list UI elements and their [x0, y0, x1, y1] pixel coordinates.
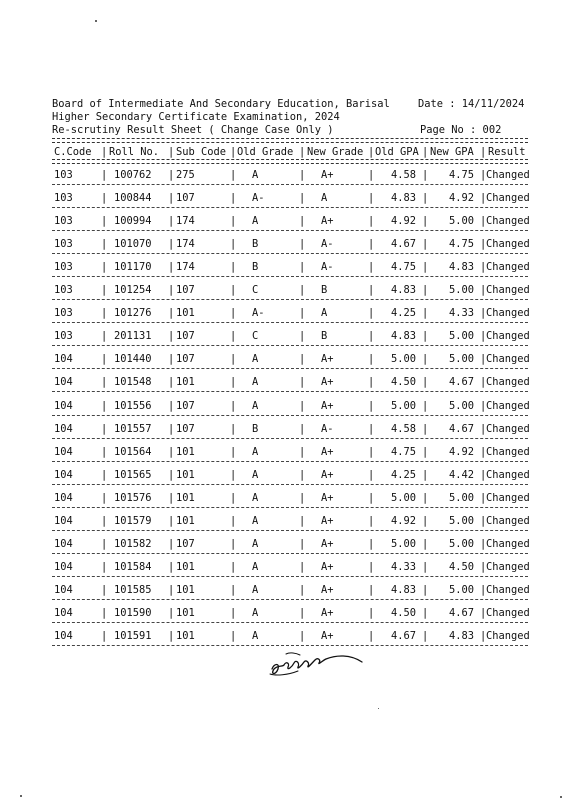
- table-cell: 101: [176, 446, 195, 458]
- table-cell: A+: [321, 376, 334, 388]
- table-row: 104 101585 101 A A+ 4.83 5.00 Changed | | | | | | |: [54, 584, 530, 596]
- table-cell: 101: [176, 607, 195, 619]
- table-cell: 4.58: [390, 169, 416, 181]
- table-cell: 103: [54, 238, 73, 250]
- table-cell: 107: [176, 284, 195, 296]
- table-cell: 5.00: [390, 492, 416, 504]
- row-divider: [52, 207, 528, 208]
- column-header: C.Code: [54, 146, 92, 158]
- sheet-title: Re-scrutiny Result Sheet ( Change Case Only ): [52, 124, 334, 136]
- row-divider: [52, 622, 528, 623]
- table-cell: A: [252, 446, 259, 458]
- table-row: 104 101591 101 A A+ 4.67 4.83 Changed | | | | | | |: [54, 630, 530, 642]
- table-cell: A+: [321, 492, 334, 504]
- table-cell: Changed: [486, 607, 530, 619]
- table-cell: A: [252, 215, 259, 227]
- table-cell: A+: [321, 584, 334, 596]
- table-cell: Changed: [486, 423, 530, 435]
- table-cell: A: [252, 607, 259, 619]
- table-cell: 104: [54, 376, 73, 388]
- table-cell: 174: [176, 238, 195, 250]
- scan-speck: [20, 795, 22, 797]
- exam-title: Higher Secondary Certificate Examination, 2024: [52, 111, 340, 123]
- table-cell: 5.00: [448, 538, 474, 550]
- table-cell: Changed: [486, 538, 530, 550]
- row-divider: [52, 276, 528, 277]
- table-cell: 4.83: [448, 261, 474, 273]
- table-cell: 201131: [114, 330, 152, 342]
- table-cell: 101: [176, 469, 195, 481]
- table-row: 104 101565 101 A A+ 4.25 4.42 Changed | | | | | | |: [54, 469, 530, 481]
- row-divider: [52, 438, 528, 439]
- table-cell: A: [252, 353, 259, 365]
- table-cell: C: [252, 284, 259, 296]
- table-cell: B: [321, 284, 328, 296]
- table-cell: 104: [54, 630, 73, 642]
- table-cell: 104: [54, 492, 73, 504]
- header-bottom-rule: [52, 159, 528, 164]
- header-top-rule: [52, 138, 528, 143]
- table-cell: C: [252, 330, 259, 342]
- row-divider: [52, 230, 528, 231]
- table-cell: 101070: [114, 238, 152, 250]
- table-cell: Changed: [486, 400, 530, 412]
- table-cell: 4.50: [390, 607, 416, 619]
- table-row: 103 101070 174 B A- 4.67 4.75 Changed | | | | | | |: [54, 238, 530, 250]
- table-cell: A: [252, 492, 259, 504]
- table-cell: A-: [321, 261, 334, 273]
- column-header: New Grade: [307, 146, 364, 158]
- table-cell: 101276: [114, 307, 152, 319]
- table-cell: Changed: [486, 261, 530, 273]
- table-cell: 4.75: [448, 169, 474, 181]
- table-cell: A+: [321, 630, 334, 642]
- table-cell: 101576: [114, 492, 152, 504]
- table-cell: 5.00: [448, 330, 474, 342]
- table-cell: 103: [54, 215, 73, 227]
- table-cell: Changed: [486, 584, 530, 596]
- table-row: 103 101170 174 B A- 4.75 4.83 Changed | | | | | | |: [54, 261, 530, 273]
- table-row: 103 100994 174 A A+ 4.92 5.00 Changed | | | | | | |: [54, 215, 530, 227]
- table-cell: 101585: [114, 584, 152, 596]
- table-cell: 103: [54, 307, 73, 319]
- table-cell: 4.83: [448, 630, 474, 642]
- table-cell: A: [321, 192, 328, 204]
- table-cell: 101557: [114, 423, 152, 435]
- table-cell: 5.00: [448, 353, 474, 365]
- row-divider: [52, 368, 528, 369]
- table-cell: A+: [321, 400, 334, 412]
- table-cell: A-: [321, 423, 334, 435]
- table-cell: 4.50: [390, 376, 416, 388]
- table-cell: Changed: [486, 492, 530, 504]
- table-cell: 5.00: [448, 492, 474, 504]
- table-cell: A-: [252, 192, 265, 204]
- row-divider: [52, 599, 528, 600]
- table-cell: 4.92: [448, 446, 474, 458]
- table-cell: A: [252, 469, 259, 481]
- table-cell: 4.67: [448, 376, 474, 388]
- table-cell: 101565: [114, 469, 152, 481]
- table-cell: A: [252, 376, 259, 388]
- table-cell: B: [252, 238, 259, 250]
- table-cell: 101584: [114, 561, 152, 573]
- table-cell: 4.42: [448, 469, 474, 481]
- column-header: Sub Code: [176, 146, 227, 158]
- table-cell: 104: [54, 469, 73, 481]
- table-cell: Changed: [486, 238, 530, 250]
- table-cell: 101: [176, 492, 195, 504]
- table-cell: 101: [176, 561, 195, 573]
- table-cell: 104: [54, 561, 73, 573]
- table-row: 104 101579 101 A A+ 4.92 5.00 Changed | | | | | | |: [54, 515, 530, 527]
- table-cell: 103: [54, 330, 73, 342]
- table-cell: 103: [54, 261, 73, 273]
- column-header: New GPA: [430, 146, 474, 158]
- table-cell: Changed: [486, 469, 530, 481]
- table-row: 103 100844 107 A- A 4.83 4.92 Changed | | | | | | |: [54, 192, 530, 204]
- table-cell: 5.00: [390, 400, 416, 412]
- table-row: 103 101276 101 A- A 4.25 4.33 Changed | | | | | | |: [54, 307, 530, 319]
- row-divider: [52, 461, 528, 462]
- table-cell: 104: [54, 423, 73, 435]
- table-cell: A+: [321, 469, 334, 481]
- table-cell: 4.83: [390, 584, 416, 596]
- table-cell: A+: [321, 169, 334, 181]
- table-cell: 101: [176, 307, 195, 319]
- table-cell: Changed: [486, 215, 530, 227]
- row-divider: [52, 553, 528, 554]
- column-header: Old GPA: [375, 146, 419, 158]
- table-cell: 174: [176, 261, 195, 273]
- table-cell: 5.00: [448, 400, 474, 412]
- table-cell: 5.00: [448, 284, 474, 296]
- table-cell: 107: [176, 192, 195, 204]
- table-row: 104 101582 107 A A+ 5.00 5.00 Changed | | | | | | |: [54, 538, 530, 550]
- row-divider: [52, 576, 528, 577]
- table-cell: 100762: [114, 169, 152, 181]
- column-header: Old Grade: [237, 146, 294, 158]
- table-cell: 101: [176, 515, 195, 527]
- table-cell: 4.33: [448, 307, 474, 319]
- table-cell: 275: [176, 169, 195, 181]
- table-cell: 104: [54, 515, 73, 527]
- table-cell: Changed: [486, 515, 530, 527]
- table-cell: 4.75: [390, 446, 416, 458]
- table-cell: 101556: [114, 400, 152, 412]
- table-cell: 103: [54, 192, 73, 204]
- table-cell: B: [252, 261, 259, 273]
- table-cell: 101582: [114, 538, 152, 550]
- table-cell: A+: [321, 607, 334, 619]
- table-row: 103 101254 107 C B 4.83 5.00 Changed | | | | | | |: [54, 284, 530, 296]
- row-divider: [52, 415, 528, 416]
- table-cell: Changed: [486, 446, 530, 458]
- table-cell: 104: [54, 584, 73, 596]
- table-row: 104 101584 101 A A+ 4.33 4.50 Changed | | | | | | |: [54, 561, 530, 573]
- table-cell: A: [252, 169, 259, 181]
- table-cell: 101254: [114, 284, 152, 296]
- table-row: 104 101440 107 A A+ 5.00 5.00 Changed | | | | | | |: [54, 353, 530, 365]
- handwritten-signature: [266, 645, 366, 681]
- table-cell: Changed: [486, 307, 530, 319]
- row-divider: [52, 299, 528, 300]
- table-cell: 4.67: [390, 630, 416, 642]
- table-cell: 107: [176, 353, 195, 365]
- table-cell: 101170: [114, 261, 152, 273]
- table-cell: B: [321, 330, 328, 342]
- table-row: 104 101564 101 A A+ 4.75 4.92 Changed | | | | | | |: [54, 446, 530, 458]
- table-row: 104 101548 101 A A+ 4.50 4.67 Changed | | | | | | |: [54, 376, 530, 388]
- table-cell: 5.00: [448, 584, 474, 596]
- row-divider: [52, 345, 528, 346]
- table-cell: 4.25: [390, 469, 416, 481]
- row-divider: [52, 530, 528, 531]
- table-cell: A-: [252, 307, 265, 319]
- table-cell: 107: [176, 330, 195, 342]
- table-row: 104 101576 101 A A+ 5.00 5.00 Changed | | | | | | |: [54, 492, 530, 504]
- scan-speck: [378, 708, 379, 709]
- table-cell: A: [252, 630, 259, 642]
- table-cell: 101: [176, 376, 195, 388]
- scan-speck: [560, 796, 562, 798]
- table-cell: 4.75: [448, 238, 474, 250]
- table-cell: A+: [321, 446, 334, 458]
- page-number: Page No : 002: [420, 124, 502, 136]
- table-cell: 4.67: [448, 423, 474, 435]
- table-cell: A: [252, 400, 259, 412]
- table-cell: A: [252, 515, 259, 527]
- table-header: C.Code | Roll No. | Sub Code | Old Grade | New Grade | Old GPA | New GPA | Result: [54, 146, 526, 158]
- table-cell: Changed: [486, 376, 530, 388]
- table-cell: 107: [176, 423, 195, 435]
- table-cell: 104: [54, 400, 73, 412]
- table-cell: Changed: [486, 192, 530, 204]
- table-cell: A: [252, 538, 259, 550]
- column-header: Roll No.: [109, 146, 160, 158]
- table-cell: A+: [321, 215, 334, 227]
- table-cell: A-: [321, 238, 334, 250]
- table-cell: A+: [321, 353, 334, 365]
- row-divider: [52, 322, 528, 323]
- table-cell: Changed: [486, 169, 530, 181]
- table-cell: 101: [176, 584, 195, 596]
- table-cell: A+: [321, 538, 334, 550]
- table-cell: 101564: [114, 446, 152, 458]
- row-divider: [52, 507, 528, 508]
- table-cell: A+: [321, 515, 334, 527]
- table-cell: 4.58: [390, 423, 416, 435]
- table-cell: 101: [176, 630, 195, 642]
- table-cell: A: [252, 561, 259, 573]
- table-cell: 103: [54, 284, 73, 296]
- table-cell: 100844: [114, 192, 152, 204]
- table-cell: 4.33: [390, 561, 416, 573]
- table-row: 104 101557 107 B A- 4.58 4.67 Changed | | | | | | |: [54, 423, 530, 435]
- table-cell: 101579: [114, 515, 152, 527]
- table-cell: 174: [176, 215, 195, 227]
- table-cell: 101590: [114, 607, 152, 619]
- row-divider: [52, 184, 528, 185]
- table-cell: 104: [54, 538, 73, 550]
- table-cell: 5.00: [390, 538, 416, 550]
- table-cell: 4.83: [390, 330, 416, 342]
- table-cell: A+: [321, 561, 334, 573]
- table-cell: 103: [54, 169, 73, 181]
- table-row: 104 101590 101 A A+ 4.50 4.67 Changed | | | | | | |: [54, 607, 530, 619]
- table-cell: 104: [54, 353, 73, 365]
- table-cell: 5.00: [448, 515, 474, 527]
- print-date: Date : 14/11/2024: [418, 98, 525, 110]
- table-cell: 107: [176, 538, 195, 550]
- table-cell: 101548: [114, 376, 152, 388]
- table-cell: 4.50: [448, 561, 474, 573]
- table-cell: 101440: [114, 353, 152, 365]
- table-row: 103 100762 275 A A+ 4.58 4.75 Changed | | | | | | |: [54, 169, 530, 181]
- table-cell: 4.92: [390, 515, 416, 527]
- table-cell: 4.67: [390, 238, 416, 250]
- table-cell: 5.00: [448, 215, 474, 227]
- table-cell: 104: [54, 607, 73, 619]
- row-divider: [52, 253, 528, 254]
- table-row: 104 101556 107 A A+ 5.00 5.00 Changed | | | | | | |: [54, 400, 530, 412]
- table-cell: Changed: [486, 330, 530, 342]
- table-cell: 4.92: [390, 215, 416, 227]
- row-divider: [52, 484, 528, 485]
- row-divider: [52, 391, 528, 392]
- table-cell: 100994: [114, 215, 152, 227]
- table-cell: 4.92: [448, 192, 474, 204]
- table-row: 103 201131 107 C B 4.83 5.00 Changed | | | | | | |: [54, 330, 530, 342]
- table-cell: Changed: [486, 630, 530, 642]
- table-cell: 104: [54, 446, 73, 458]
- table-cell: 4.83: [390, 192, 416, 204]
- table-cell: 4.83: [390, 284, 416, 296]
- scan-speck: [95, 20, 97, 22]
- table-cell: Changed: [486, 353, 530, 365]
- table-cell: A: [321, 307, 328, 319]
- table-cell: 101591: [114, 630, 152, 642]
- table-cell: A: [252, 584, 259, 596]
- table-cell: 5.00: [390, 353, 416, 365]
- table-cell: Changed: [486, 284, 530, 296]
- table-cell: Changed: [486, 561, 530, 573]
- table-cell: B: [252, 423, 259, 435]
- table-cell: 4.25: [390, 307, 416, 319]
- table-cell: 4.75: [390, 261, 416, 273]
- column-header: Result: [488, 146, 526, 158]
- board-name: Board of Intermediate And Secondary Education, Barisal: [52, 98, 390, 110]
- table-cell: 107: [176, 400, 195, 412]
- table-cell: 4.67: [448, 607, 474, 619]
